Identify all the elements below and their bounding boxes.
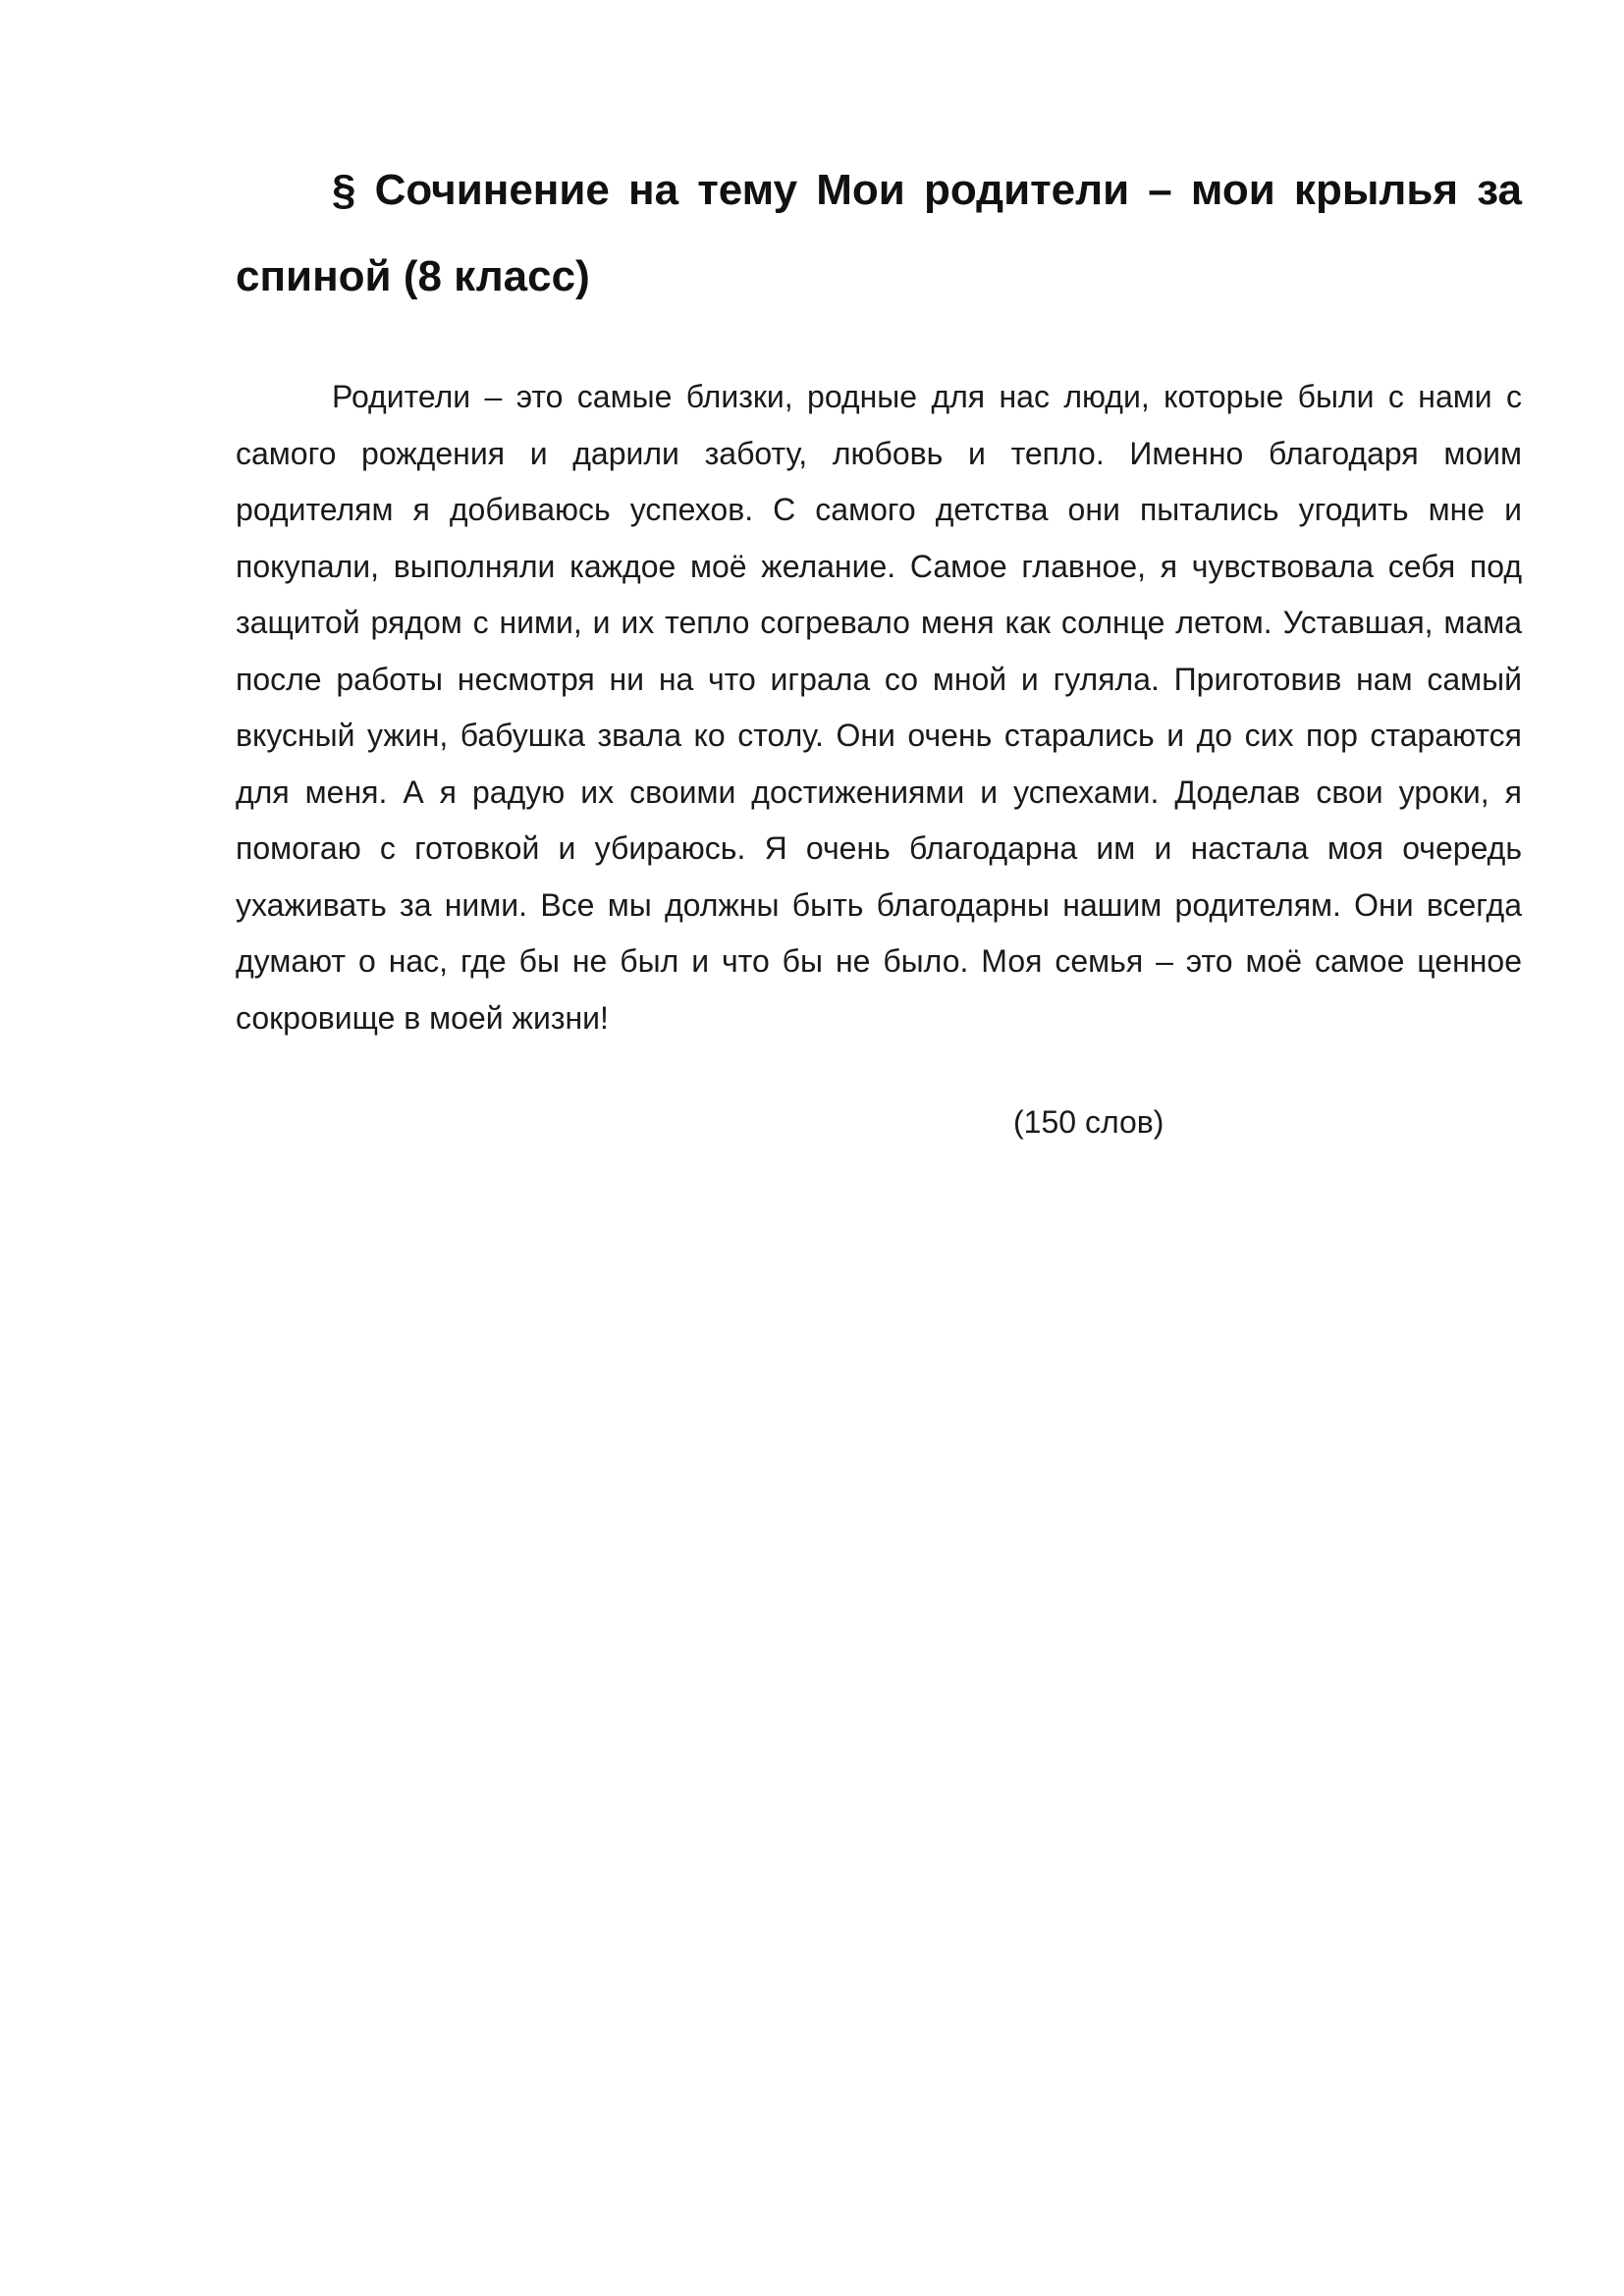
essay-paragraph: Родители – это самые близки, родные для нас люди, которые были с нами с самого рождения и дарили заботу, любовь и тепло. Именно благодаря моим родителям я добиваюсь успехов. С самого детства они пытались угодить мне и покупали, выполняли каждое моё желание. Самое главное, я чувствовала себя под защитой рядом с ними, и их тепло согревало меня как солнце летом. Уставшая, мама после работы несмотря ни на что играла со мной и гуляла. Приготовив нам самый вкусный ужин, бабушка звала ко столу. Они очень старались и до сих пор стараются для меня. А я радую их своими достижениями и успехами. Доделав свои уроки, я помогаю с готовкой и убираюсь. Я очень благодарна им и настала моя очередь ухаживать за ними. Все мы должны быть благодарны нашим родителям. Они всегда думают о нас, где бы не был и что бы не было. Моя семья – это моё самое ценное сокровище в моей жизни! — [236, 379, 1522, 1036]
essay-title: § Сочинение на тему Мои родители – мои крылья за спиной (8 класс) — [236, 166, 1522, 300]
document-content — [236, 147, 1522, 1046]
word-count-note: (150 слов) — [1013, 1104, 1164, 1140]
